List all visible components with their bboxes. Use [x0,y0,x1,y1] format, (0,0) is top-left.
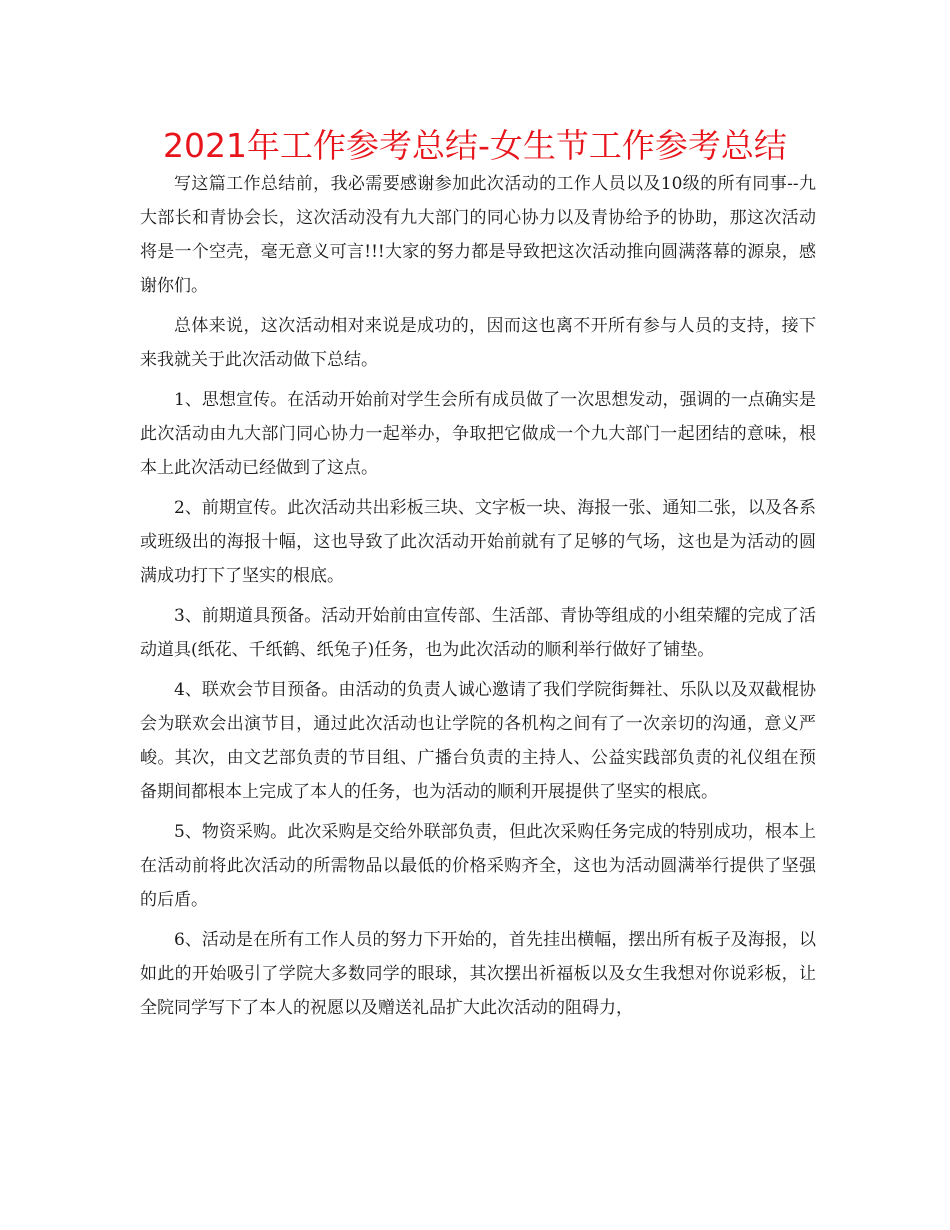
paragraph-item-6: 6、活动是在所有工作人员的努力下开始的，首先挂出横幅，摆出所有板子及海报，以如此的开始吸引了学院大多数同学的眼球，其次摆出祈福板以及女生我想对你说彩板，让全院同学写下了本人的祝愿以及赠送礼品扩大此次活动的阻碍力， [140,930,816,1018]
paragraph-overview: 总体来说，这次活动相对来说是成功的，因而这也离不开所有参与人员的支持，接下来我就关于此次活动做下总结。 [140,316,816,370]
paragraph-item-4: 4、联欢会节目预备。由活动的负责人诚心邀请了我们学院街舞社、乐队以及双截棍协会为联欢会出演节目，通过此次活动也让学院的各机构之间有了一次亲切的沟通，意义严峻。其次，由文艺部负责的节目组、广播台负责的主持人、公益实践部负责的礼仪组在预备期间都根本上完成了本人的任务，也为活动的顺利开展提供了坚实的根底。 [140,680,816,802]
paragraph-item-5: 5、物资采购。此次采购是交给外联部负责，但此次采购任务完成的特别成功，根本上在活动前将此次活动的所需物品以最低的价格采购齐全，这也为活动圆满举行提供了坚强的后盾。 [140,822,816,910]
paragraph-item-3: 3、前期道具预备。活动开始前由宣传部、生活部、青协等组成的小组荣耀的完成了活动道具(纸花、千纸鹤、纸兔子)任务，也为此次活动的顺利举行做好了铺垫。 [140,606,816,660]
document-body [140,167,816,1031]
paragraph-intro: 写这篇工作总结前，我必需要感谢参加此次活动的工作人员以及10级的所有同事--九大部长和青协会长，这次活动没有九大部门的同心协力以及青协给予的协助，那这次活动将是一个空壳，毫无意义可言!!!大家的努力都是导致把这次活动推向圆满落幕的源泉，感谢你们。 [140,174,816,296]
paragraph-item-1: 1、思想宣传。在活动开始前对学生会所有成员做了一次思想发动，强调的一点确实是此次活动由九大部门同心协力一起举办，争取把它做成一个九大部门一起团结的意味，根本上此次活动已经做到了这点。 [140,390,816,478]
document-title: 2021年工作参考总结-女生节工作参考总结 [163,126,787,165]
paragraph-item-2: 2、前期宣传。此次活动共出彩板三块、文字板一块、海报一张、通知二张，以及各系或班级出的海报十幅，这也导致了此次活动开始前就有了足够的气场，这也是为活动的圆满成功打下了坚实的根底。 [140,498,816,586]
